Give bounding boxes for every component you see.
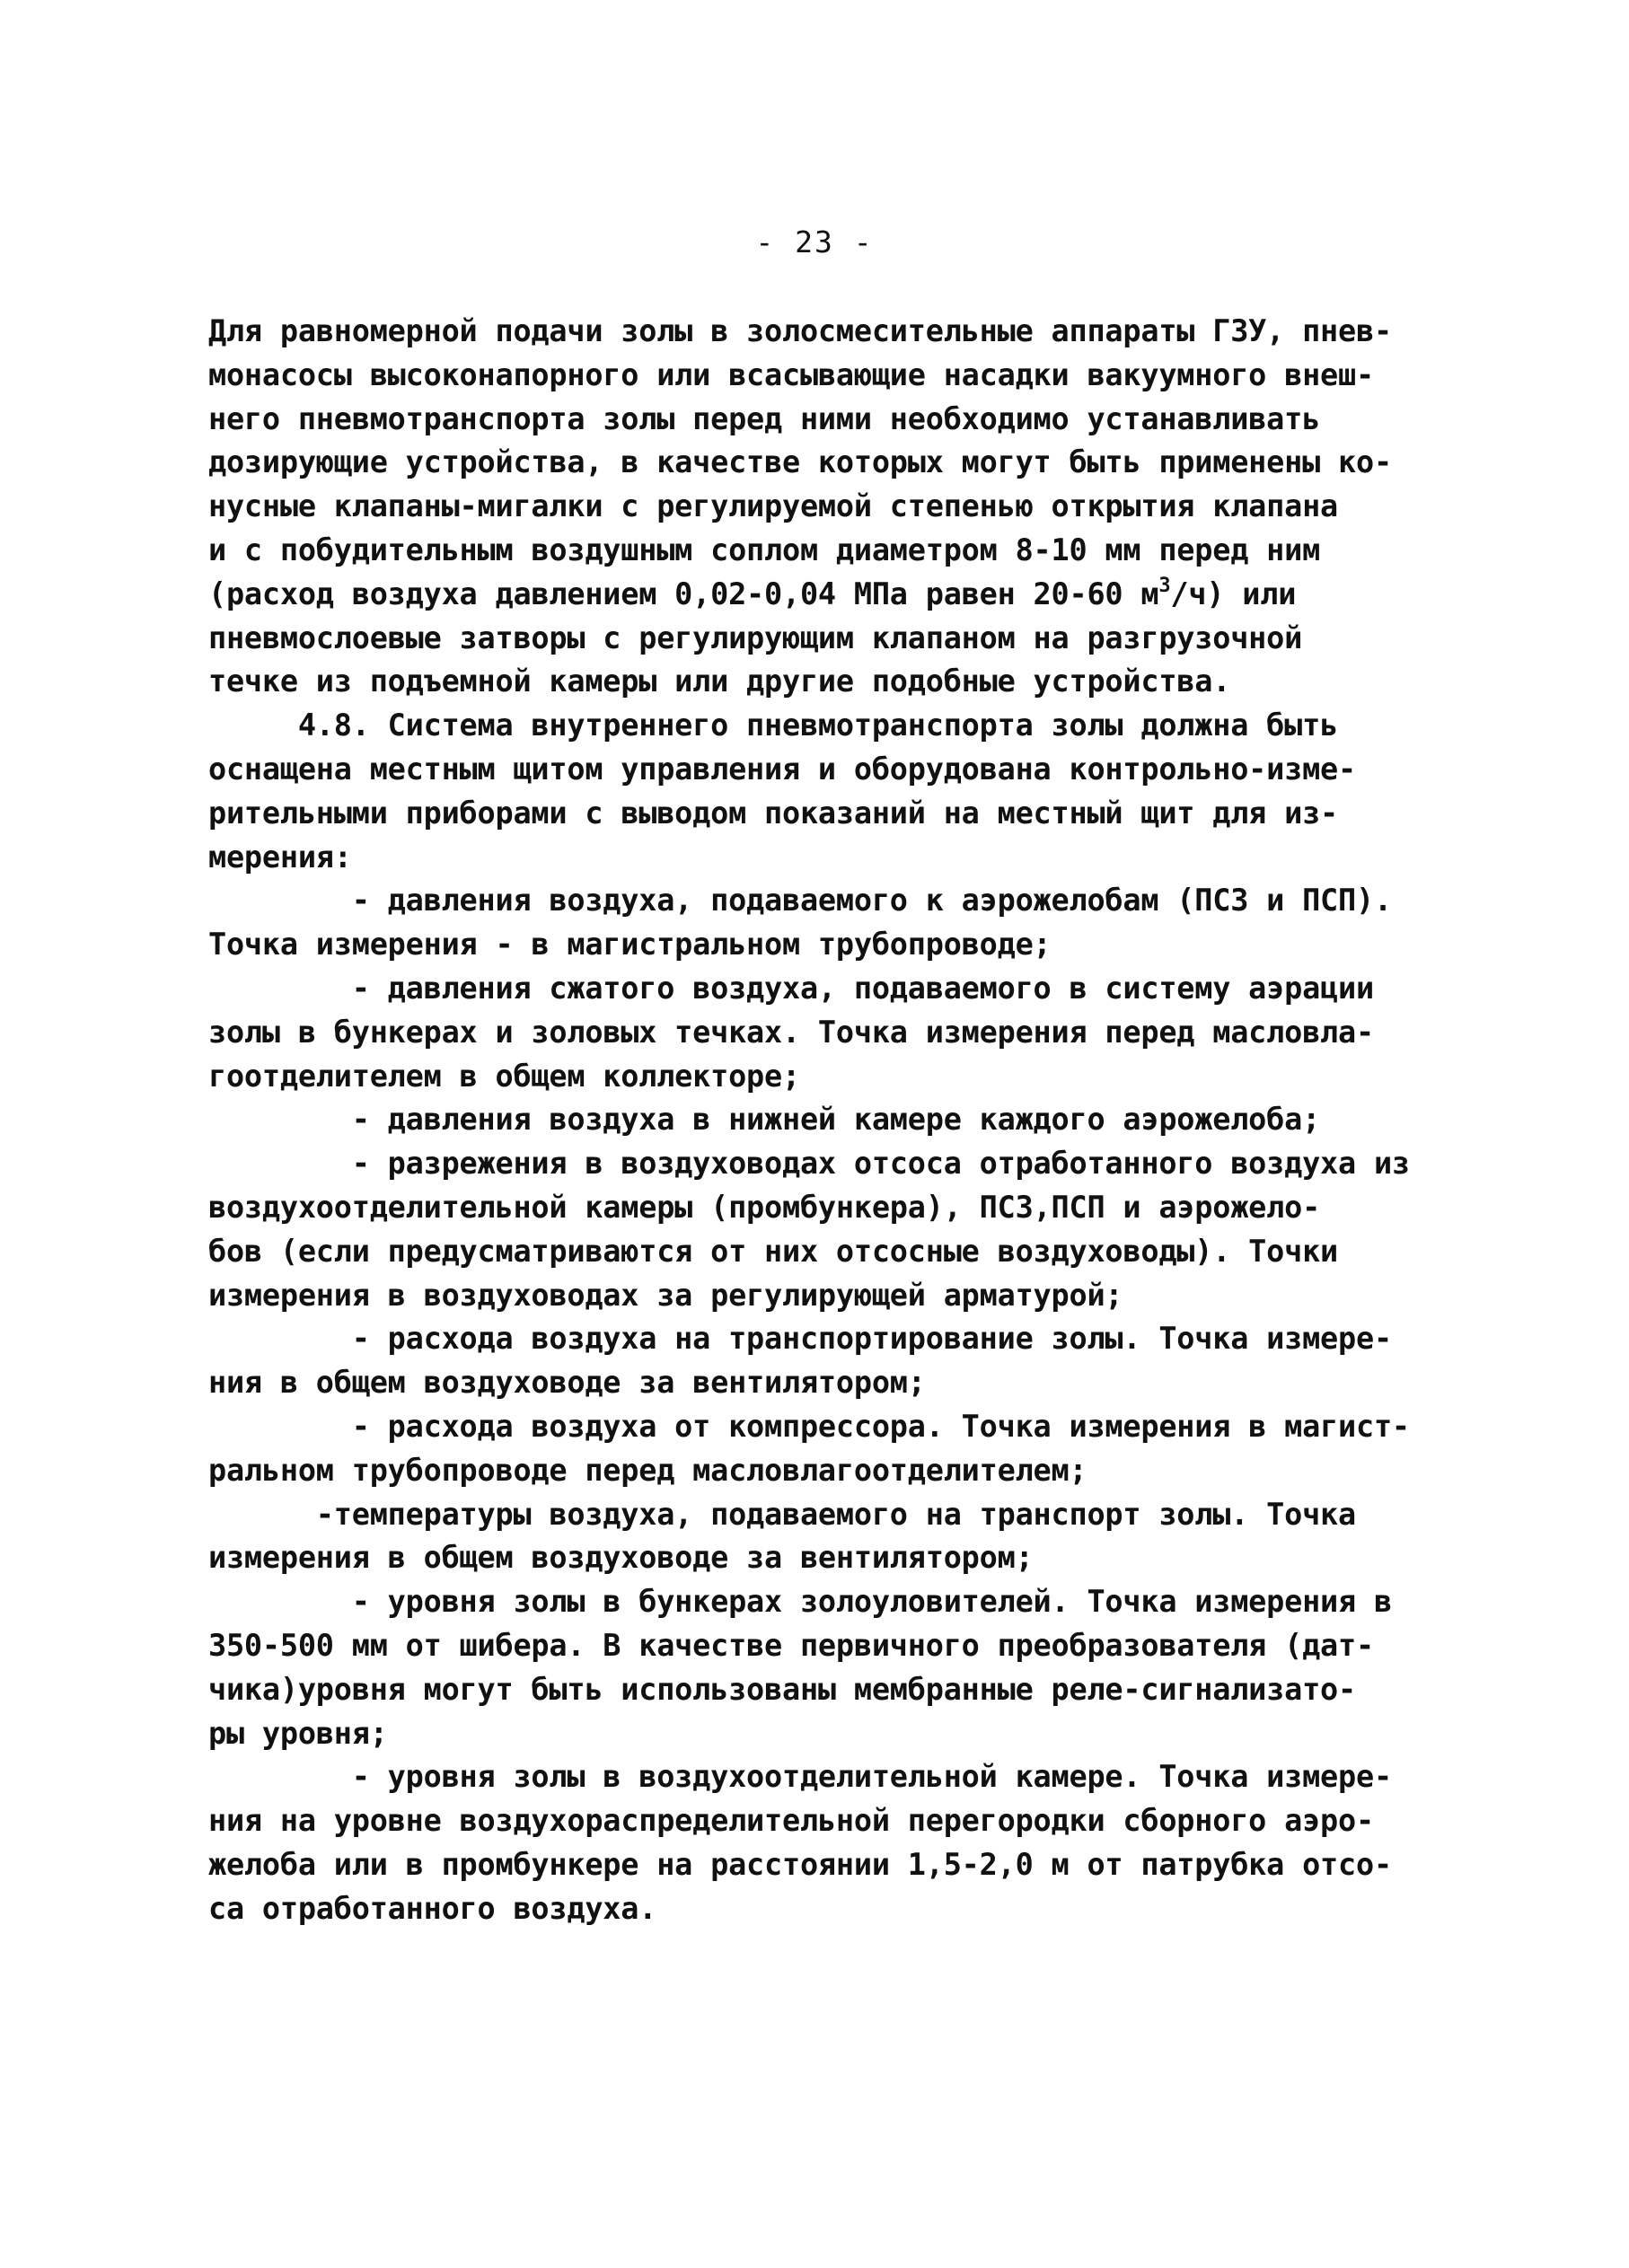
text-line: ния на уровне воздухораспределительной перегородки сборного аэро- [208, 1803, 1374, 1839]
text-line: Точка измерения - в магистральном трубопроводе; [208, 927, 1052, 963]
page-number: - 23 - [755, 224, 874, 259]
text-line: золы в бункерах и золовых течках. Точка измерения перед масловла- [208, 1014, 1374, 1050]
text-line: ры уровня; [208, 1715, 388, 1751]
text-segment: /ч) или [1170, 576, 1297, 611]
text-line: монасосы высоконапорного или всасывающие насадки вакуумного внеш- [208, 356, 1374, 392]
text-line: и с побудительным воздушным соплом диаметром 8-10 мм перед ним [208, 532, 1321, 567]
text-line: рительными приборами с выводом показаний на местный щит для из- [208, 795, 1339, 831]
body-text [208, 310, 1466, 1930]
text-line: чика)уровня могут быть использованы мембранные реле-сигнализато- [208, 1671, 1356, 1707]
text-line: са отработанного воздуха. [208, 1890, 657, 1926]
text-line: - расхода воздуха на транспортирование золы. Точка измере- [208, 1321, 1392, 1357]
text-line: - давления воздуха, подаваемого к аэрожелобам (ПСЗ и ПСП). [208, 883, 1392, 919]
text-segment: (расход воздуха давлением 0,02-0,04 МПа равен 20-60 м [208, 576, 1159, 611]
text-line: ральном трубопроводе перед масловлагоотделителем; [208, 1452, 1087, 1488]
text-line: гоотделителем в общем коллекторе; [208, 1058, 800, 1094]
text-line: измерения в воздуховодах за регулирующей арматурой; [208, 1277, 1123, 1313]
text-line: бов (если предусматриваются от них отсосные воздуховоды). Точки [208, 1233, 1339, 1269]
text-line: -температуры воздуха, подаваемого на транспорт золы. Точка [208, 1496, 1356, 1532]
text-line: - уровня золы в бункерах золоуловителей. Точка измерения в [208, 1584, 1392, 1620]
text-line: - расхода воздуха от компрессора. Точка измерения в магист- [208, 1408, 1410, 1444]
text-line: течке из подъемной камеры или другие подобные устройства. [208, 664, 1231, 699]
text-line: дозирующие устройства, в качестве которых могут быть применены ко- [208, 444, 1392, 480]
superscript-exponent: 3 [1158, 574, 1171, 597]
text-line: Для равномерной подачи золы в золосмесительные аппараты ГЗУ, пнев- [208, 313, 1392, 348]
text-line: воздухоотделительной камеры (промбункера), ПСЗ,ПСП и аэрожело- [208, 1189, 1321, 1225]
text-line: него пневмотранспорта золы перед ними необходимо устанавливать [208, 400, 1321, 436]
text-line: измерения в общем воздуховоде за вентилятором; [208, 1540, 1034, 1576]
text-line: ния в общем воздуховоде за вентилятором; [208, 1365, 926, 1401]
text-line: пневмослоевые затворы с регулирующим клапаном на разгрузочной [208, 620, 1303, 655]
text-line: - уровня золы в воздухоотделительной камере. Точка измере- [208, 1759, 1392, 1795]
text-line: нусные клапаны-мигалки с регулируемой степенью открытия клапана [208, 488, 1339, 524]
text-line: желоба или в промбункере на расстоянии 1,5-2,0 м от патрубка отсо- [208, 1846, 1392, 1882]
text-line [208, 573, 1466, 617]
text-line: - давления воздуха в нижней камере каждого аэрожелоба; [208, 1102, 1321, 1138]
text-line: 4.8. Система внутреннего пневмотранспорта золы должна быть [208, 708, 1339, 743]
text-line: - давления сжатого воздуха, подаваемого в систему аэрации [208, 970, 1374, 1006]
text-line: - разрежения в воздуховодах отсоса отработанного воздуха из [208, 1146, 1410, 1182]
text-line: мерения: [208, 839, 352, 875]
text-line: оснащена местным щитом управления и оборудована контрольно-изме- [208, 751, 1356, 787]
text-line: 350-500 мм от шибера. В качестве первичного преобразователя (дат- [208, 1627, 1374, 1663]
